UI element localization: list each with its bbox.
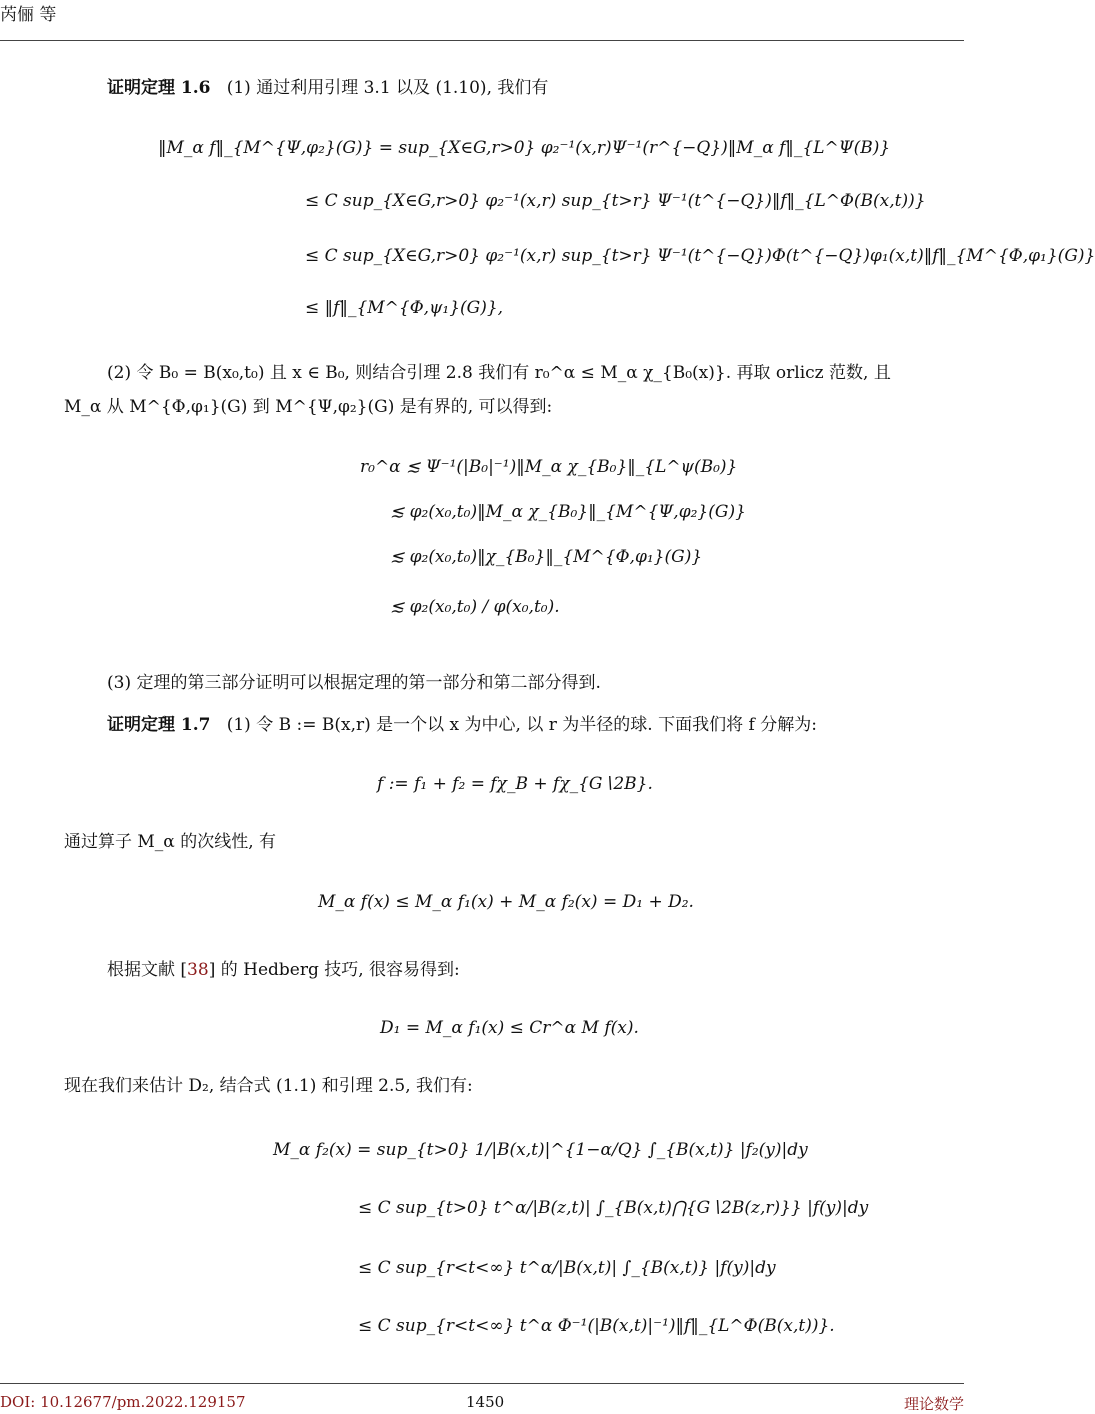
hedberg-line	[107, 958, 460, 982]
eq-d2-line-1: M_α f₂(x) = sup_{t>0} 1/|B(x,t)|^{1−α/Q} ∫_{B(x,t)} |f₂(y)|dy	[273, 1140, 808, 1160]
eq-decomposition: f := f₁ + f₂ = fχ_B + fχ_{G∖2B}.	[377, 774, 653, 794]
page-number: 1450	[466, 1393, 505, 1411]
header-rule	[0, 40, 964, 41]
eq-1-6-line-4: ≤ ‖f‖_{M^{Φ,ψ₁}(G)},	[305, 298, 504, 318]
eq-part2-line-3: ≲ φ₂(x₀,t₀)‖χ_{B₀}‖_{M^{Φ,φ₁}(G)}	[390, 547, 703, 567]
doi-link[interactable]: DOI: 10.12677/pm.2022.129157	[0, 1393, 246, 1411]
eq-1-6-line-3: ≤ C sup_{X∈G,r>0} φ₂⁻¹(x,r) sup_{t>r} Ψ⁻¹(t^{−Q})Φ(t^{−Q})φ₁(x,t)‖f‖_{M^{Φ,φ₁}(G)}	[305, 246, 1095, 266]
eq-sublinear: M_α f(x) ≤ M_α f₁(x) + M_α f₂(x) = D₁ + D₂.	[318, 892, 694, 912]
footer-rule	[0, 1383, 964, 1384]
proof-label: 证明定理 1.7	[107, 715, 211, 735]
eq-part2-line-4: ≲ φ₂(x₀,t₀) / φ(x₀,t₀).	[390, 597, 560, 617]
eq-d2-line-2: ≤ C sup_{t>0} t^α/|B(z,t)| ∫_{B(x,t)⋂{G∖2B(z,r)}} |f(y)|dy	[358, 1198, 869, 1218]
eq-part2-line-1: r₀^α ≲ Ψ⁻¹(|B₀|⁻¹)‖M_α χ_{B₀}‖_{L^ψ(B₀)}	[360, 457, 738, 477]
citation-link[interactable]: 38	[187, 960, 209, 980]
eq-d1: D₁ = M_α f₁(x) ≤ Cr^α M f(x).	[380, 1018, 639, 1038]
intro-text: (1) 令 B := B(x,r) 是一个以 x 为中心, 以 r 为半径的球. 下面我们将 f 分解为:	[226, 715, 817, 735]
eq-d2-line-3: ≤ C sup_{r<t<∞} t^α/|B(x,t)| ∫_{B(x,t)} |f(y)|dy	[358, 1258, 776, 1278]
eq-1-6-line-2: ≤ C sup_{X∈G,r>0} φ₂⁻¹(x,r) sup_{t>r} Ψ⁻¹(t^{−Q})‖f‖_{L^Φ(B(x,t))}	[305, 191, 926, 211]
estimate-d2-line: 现在我们来估计 D₂, 结合式 (1.1) 和引理 2.5, 我们有:	[64, 1076, 473, 1096]
hedberg-text-b: ] 的 Hedberg 技巧, 很容易得到:	[208, 960, 460, 980]
part-3-text: (3) 定理的第三部分证明可以根据定理的第一部分和第二部分得到.	[107, 673, 601, 693]
part-2-line-1: (2) 令 B₀ = B(x₀,t₀) 且 x ∈ B₀, 则结合引理 2.8 我们有 r₀^α ≤ M_α χ_{B₀(x)}. 再取 orlicz 范数, 且	[107, 363, 891, 383]
proof-1-6-intro	[107, 76, 548, 100]
intro-text: (1) 通过利用引理 3.1 以及 (1.10), 我们有	[226, 78, 549, 98]
eq-1-6-line-1: ‖M_α f‖_{M^{Ψ,φ₂}(G)} = sup_{X∈G,r>0} φ₂⁻¹(x,r)Ψ⁻¹(r^{−Q})‖M_α f‖_{L^Ψ(B)}	[158, 138, 891, 158]
eq-d2-line-4: ≤ C sup_{r<t<∞} t^α Φ⁻¹(|B(x,t)|⁻¹)‖f‖_{L^Φ(B(x,t))}.	[358, 1316, 835, 1336]
proof-label: 证明定理 1.6	[107, 78, 211, 98]
journal-name: 理论数学	[903, 1395, 964, 1413]
eq-part2-line-2: ≲ φ₂(x₀,t₀)‖M_α χ_{B₀}‖_{M^{Ψ,φ₂}(G)}	[390, 502, 746, 522]
running-head: 芮俪 等	[0, 5, 57, 25]
proof-1-7-intro	[107, 713, 817, 737]
part-2-line-2: M_α 从 M^{Φ,φ₁}(G) 到 M^{Ψ,φ₂}(G) 是有界的, 可以得到:	[64, 397, 553, 417]
hedberg-text-a: 根据文献 [	[107, 960, 188, 980]
sublinear-line: 通过算子 M_α 的次线性, 有	[64, 832, 277, 852]
